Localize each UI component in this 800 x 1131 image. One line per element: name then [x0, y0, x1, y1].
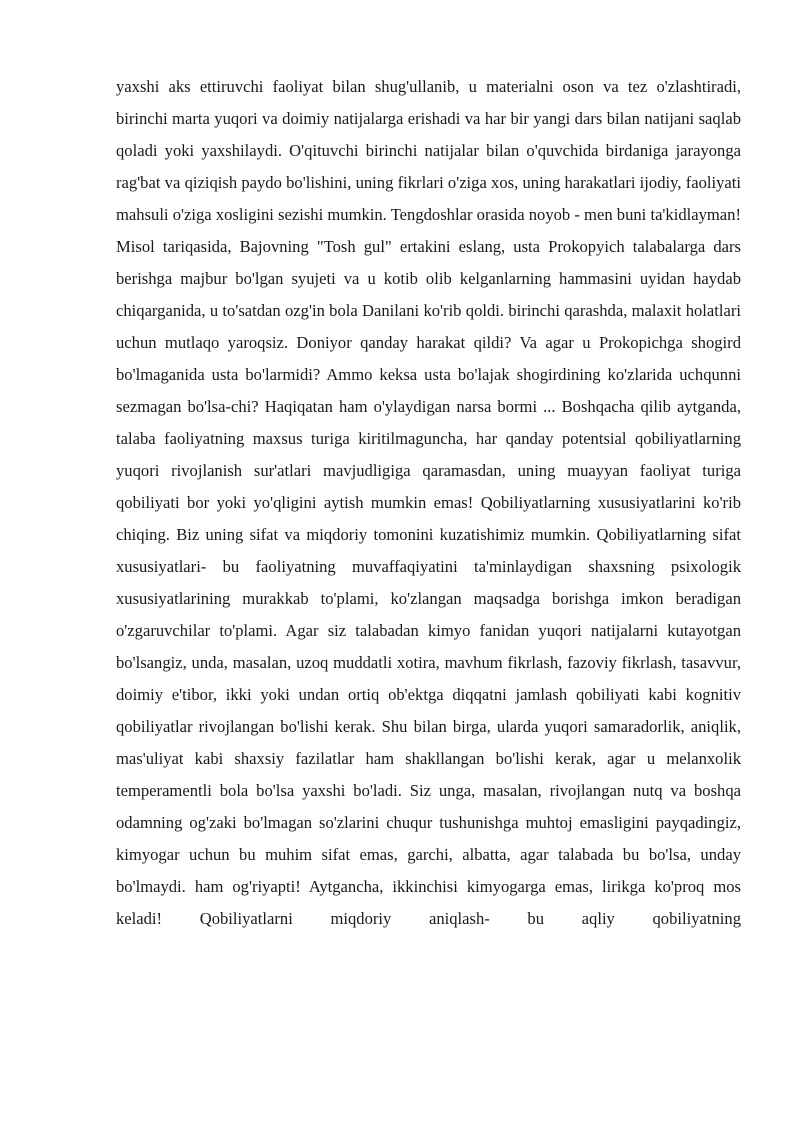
body-paragraph: yaxshi aks ettiruvchi faoliyat bilan shug'ullanib, u materialni oson va tez o'zlashtiradi, birinchi marta yuqori va doimiy natijalarga erishadi va har bir yangi dars bilan natijani saqlab qoladi yoki yaxshilaydi. O'qituvchi birinchi natijalar bilan o'quvchida birdaniga jarayonga rag'bat va qiziqish paydo bo'lishini, uning fikrlari o'ziga xos, uning harakatlari ijodiy, faoliyati mahsuli o'ziga xosligini sezishi mumkin. Tengdoshlar orasida noyob - men buni ta'kidlayman! Misol tariqasida, Bajovning "Tosh gul" ertakini eslang, usta Prokopyich talabalarga dars berishga majbur bo'lgan syujeti va u kotib olib kelganlarning hammasini uyidan haydab chiqarganida, u to'satdan ozg'in bola Danilani ko'rib qoldi. birinchi qarashda, malaxit holatlari uchun mutlaqo yaroqsiz. Doniyor qanday harakat qildi? Va agar u Prokopichga shogird bo'lmaganida usta bo'larmidi? Ammo keksa usta bo'lajak shogirdining ko'zlarida uchqunni sezmagan bo'lsa-chi? Haqiqatan ham o'ylaydigan narsa bormi ... Boshqacha qilib aytganda, talaba faoliyatning maxsus turiga kiritilmaguncha, har qanday potentsial qobiliyatlarning yuqori rivojlanish sur'atlari mavjudligiga qaramasdan, uning muayyan faoliyat turiga qobiliyati bor yoki yo'qligini aytish mumkin emas! Qobiliyatlarning xususiyatlarini ko'rib chiqing. Biz uning sifat va miqdoriy tomonini kuzatishimiz mumkin. Qobiliyatlarning sifat xususiyatlari- bu faoliyatning muvaffaqiyatini ta'minlaydigan shaxsning psixologik xususiyatlarining murakkab to'plami, ko'zlangan maqsadga borishga imkon beradigan o'zgaruvchilar to'plami. Agar siz talabadan kimyo fanidan yuqori natijalarni kutayotgan bo'lsangiz, unda, masalan, uzoq muddatli xotira, mavhum fikrlash, fazoviy fikrlash, tasavvur, doimiy e'tibor, ikki yoki undan ortiq ob'ektga diqqatni jamlash qobiliyati kabi kognitiv qobiliyatlar rivojlangan bo'lishi kerak. Shu bilan birga, ularda yuqori samaradorlik, aniqlik, mas'uliyat kabi shaxsiy fazilatlar ham shakllangan bo'lishi kerak, agar u melanxolik temperamentli bola bo'lsa yaxshi bo'ladi. Siz unga, masalan, rivojlangan nutq va boshqa odamning og'zaki bo'lmagan so'zlarini chuqur tushunishga muhtoj emasligini payqadingiz, kimyogar uchun bu muhim sifat emas, garchi, albatta, agar talabada bu bo'lsa, unday bo'lmaydi. ham og'riyapti! Aytgancha, ikkinchisi kimyogarga emas, lirikga ko'proq mos keladi! Qobiliyatlarni miqdoriy aniqlash- bu aqliy qobiliyatning [116, 77, 741, 928]
